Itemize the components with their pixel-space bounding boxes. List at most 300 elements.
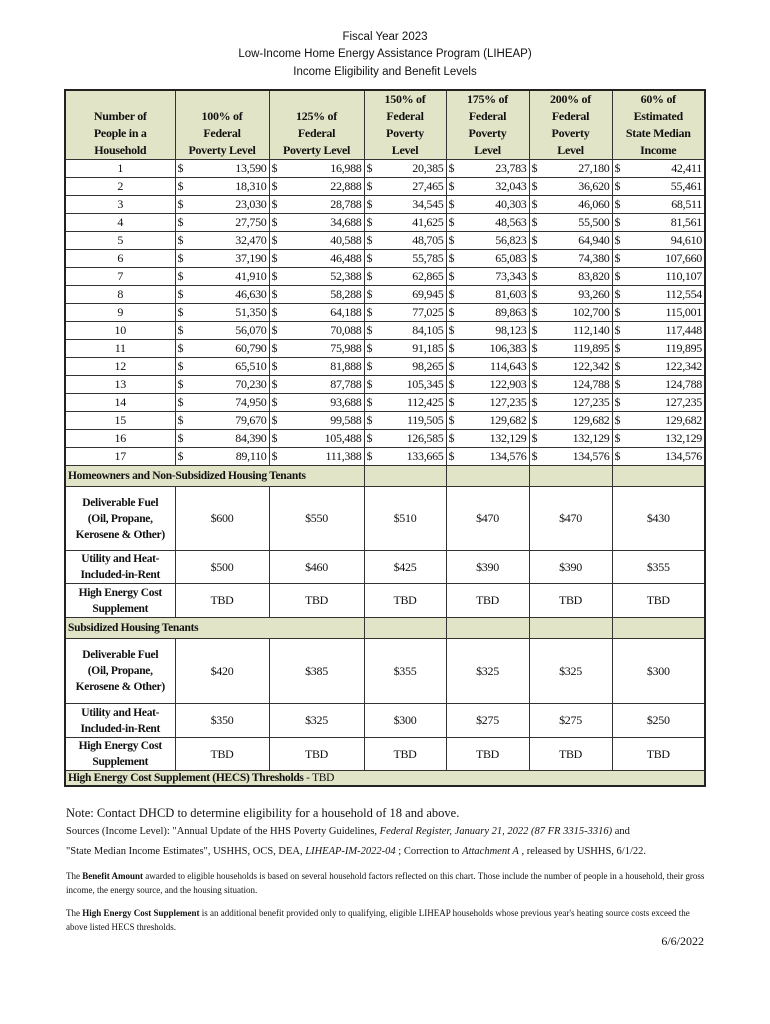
income-cell: [175, 286, 269, 304]
currency-symbol: $: [614, 233, 621, 247]
benefit-type: [65, 738, 175, 771]
income-value: 58,288: [330, 287, 362, 301]
label-line: Included-in-Rent: [80, 722, 161, 735]
income-cell: [364, 250, 446, 268]
income-value: 62,865: [412, 269, 444, 283]
income-value: 60,790: [235, 341, 267, 355]
label-line: Federal: [203, 126, 241, 140]
income-value: 99,588: [330, 413, 362, 427]
currency-symbol: $: [531, 179, 538, 193]
income-value: 110,107: [665, 269, 702, 283]
label-line: Included-in-Rent: [80, 569, 161, 581]
income-cell: [175, 214, 269, 232]
benefit-amount: $430: [612, 487, 705, 551]
household-size: 13: [65, 376, 175, 394]
table-row: [65, 412, 705, 430]
label-line: Supplement: [92, 756, 149, 768]
table-row: [65, 160, 705, 178]
currency-symbol: $: [531, 161, 538, 175]
label-line: 100% of: [201, 109, 243, 123]
income-value: 122,342: [665, 359, 702, 373]
income-value: 87,788: [330, 377, 362, 391]
income-cell: [364, 430, 446, 448]
income-cell: [175, 430, 269, 448]
currency-symbol: $: [531, 215, 538, 229]
income-cell: [175, 412, 269, 430]
title-subtitle: Income Eligibility and Benefit Levels: [293, 66, 477, 78]
household-size: 6: [65, 250, 175, 268]
table-row: [65, 232, 705, 250]
income-value: 64,188: [330, 305, 362, 319]
income-cell: [612, 214, 705, 232]
currency-symbol: $: [177, 161, 184, 175]
currency-symbol: $: [366, 179, 373, 193]
income-cell: [446, 232, 529, 250]
income-cell: [269, 322, 364, 340]
income-value: 132,129: [489, 431, 527, 445]
sources-line-1: Sources (Income Level): "Annual Update of the HHS Poverty Guidelines, Federal Register, January 21, 2022 (87 FR 3315-3316) and: [66, 826, 630, 837]
income-cell: [269, 178, 364, 196]
income-value: 56,070: [235, 323, 267, 337]
note-contact: Note: Contact DHCD to determine eligibility for a household of 18 and above.: [66, 806, 460, 820]
currency-symbol: $: [448, 305, 455, 319]
income-value: 34,688: [330, 215, 362, 229]
household-size: 8: [65, 286, 175, 304]
income-cell: [175, 196, 269, 214]
income-value: 127,235: [572, 395, 610, 409]
income-value: 107,660: [665, 251, 702, 265]
label-line: Household: [94, 143, 147, 157]
label-line: Utility and Heat-: [81, 706, 160, 719]
household-size: 16: [65, 430, 175, 448]
income-value: 93,688: [330, 395, 362, 409]
label-line: Estimated: [633, 109, 683, 123]
currency-symbol: $: [177, 395, 184, 409]
income-value: 129,682: [665, 413, 702, 427]
currency-symbol: $: [614, 179, 621, 193]
income-value: 41,910: [235, 269, 267, 283]
income-value: 23,030: [235, 197, 267, 211]
income-value: 83,820: [578, 269, 610, 283]
income-value: 112,554: [665, 287, 702, 301]
income-cell: [529, 412, 612, 430]
currency-symbol: $: [448, 413, 455, 427]
benefit-amount: $470: [529, 487, 612, 551]
label-line: Supplement: [92, 602, 149, 615]
household-size: 5: [65, 232, 175, 250]
income-cell: [529, 322, 612, 340]
income-cell: [612, 376, 705, 394]
currency-symbol: $: [271, 287, 278, 301]
header-col-0: [175, 90, 269, 160]
currency-symbol: $: [448, 197, 455, 211]
table-row: [65, 286, 705, 304]
currency-symbol: $: [531, 197, 538, 211]
income-cell: [529, 448, 612, 466]
income-value: 84,105: [412, 323, 444, 337]
income-value: 56,823: [495, 233, 527, 247]
income-cell: [175, 340, 269, 358]
income-cell: [364, 322, 446, 340]
benefit-row: [65, 584, 705, 618]
currency-symbol: $: [531, 233, 538, 247]
currency-symbol: $: [448, 251, 455, 265]
income-cell: [612, 412, 705, 430]
currency-symbol: $: [177, 179, 184, 193]
income-value: 122,903: [489, 377, 527, 391]
income-value: 94,610: [670, 233, 702, 247]
header-row: [65, 90, 705, 160]
currency-symbol: $: [531, 323, 538, 337]
benefit-amount: $355: [612, 551, 705, 584]
benefit-type: [65, 551, 175, 584]
section-blank: [612, 618, 705, 639]
label-line: People in a: [93, 126, 147, 140]
section-title: Subsidized Housing Tenants: [65, 618, 364, 639]
benefit-amount: $385: [269, 639, 364, 704]
currency-symbol: $: [614, 395, 621, 409]
benefit-amount: $425: [364, 551, 446, 584]
income-cell: [364, 304, 446, 322]
benefit-row: [65, 738, 705, 771]
income-value: 42,411: [671, 161, 702, 175]
income-cell: [269, 214, 364, 232]
income-cell: [446, 448, 529, 466]
currency-symbol: $: [366, 305, 373, 319]
currency-symbol: $: [448, 359, 455, 373]
income-cell: [269, 250, 364, 268]
income-cell: [446, 250, 529, 268]
income-value: 106,383: [489, 341, 527, 355]
benefit-amount: TBD: [364, 584, 446, 618]
income-cell: [175, 232, 269, 250]
header-household: [65, 90, 175, 160]
income-cell: [446, 322, 529, 340]
label-line: Level: [391, 143, 419, 157]
benefit-amount: $510: [364, 487, 446, 551]
benefit-amount: TBD: [446, 584, 529, 618]
currency-symbol: $: [366, 233, 373, 247]
label-line: State Median: [625, 126, 691, 140]
household-size: 15: [65, 412, 175, 430]
income-value: 73,343: [495, 269, 527, 283]
income-cell: [446, 376, 529, 394]
currency-symbol: $: [271, 359, 278, 373]
income-value: 89,110: [235, 449, 267, 463]
income-cell: [175, 358, 269, 376]
income-value: 112,425: [407, 395, 444, 409]
household-size: 11: [65, 340, 175, 358]
benefit-amount: $355: [364, 639, 446, 704]
benefit-amount: $460: [269, 551, 364, 584]
label-line: Federal: [386, 109, 424, 123]
income-value: 69,945: [412, 287, 444, 301]
label-line: 60% of: [640, 92, 676, 106]
income-cell: [612, 160, 705, 178]
currency-symbol: $: [271, 413, 278, 427]
currency-symbol: $: [448, 395, 455, 409]
benefit-row: [65, 639, 705, 704]
currency-symbol: $: [271, 377, 278, 391]
section-blank: [364, 618, 446, 639]
currency-symbol: $: [531, 377, 538, 391]
income-cell: [364, 376, 446, 394]
currency-symbol: $: [448, 233, 455, 247]
benefit-amount: $390: [529, 551, 612, 584]
label-line: Federal: [468, 109, 507, 123]
section-header: [65, 618, 705, 639]
currency-symbol: $: [366, 161, 373, 175]
benefit-amount: TBD: [269, 584, 364, 618]
thresholds-row: [65, 771, 705, 787]
income-value: 52,388: [330, 269, 362, 283]
income-value: 22,888: [330, 179, 362, 193]
income-cell: [529, 196, 612, 214]
label-line: Poverty: [386, 126, 424, 140]
income-value: 119,505: [407, 413, 444, 427]
currency-symbol: $: [614, 161, 621, 175]
income-cell: [529, 430, 612, 448]
currency-symbol: $: [271, 233, 278, 247]
income-value: 55,500: [578, 215, 610, 229]
income-value: 98,265: [412, 359, 444, 373]
sources-line-2: "State Median Income Estimates", USHHS, OCS, DEA, LIHEAP-IM-2022-04 ; Correction to Attachment A , released by USHHS, 6/1/22.: [66, 846, 646, 857]
income-value: 124,788: [572, 377, 610, 391]
benefit-amount: TBD: [269, 738, 364, 771]
income-cell: [529, 340, 612, 358]
label-line: 200% of: [550, 92, 591, 106]
benefit-amount: TBD: [529, 738, 612, 771]
table-row: [65, 214, 705, 232]
household-size: 14: [65, 394, 175, 412]
currency-symbol: $: [531, 251, 538, 265]
income-cell: [175, 448, 269, 466]
income-value: 119,895: [665, 341, 702, 355]
table-row: [65, 358, 705, 376]
income-cell: [175, 178, 269, 196]
benefit-amount: TBD: [364, 738, 446, 771]
label-line: Federal: [551, 109, 590, 123]
income-value: 129,682: [572, 413, 610, 427]
income-value: 105,488: [324, 431, 362, 445]
currency-symbol: $: [366, 251, 373, 265]
label-line: Level: [557, 143, 584, 157]
benefit-amount: TBD: [612, 584, 705, 618]
income-value: 40,303: [495, 197, 527, 211]
benefit-amount: $275: [529, 704, 612, 738]
label-line: Level: [474, 143, 501, 157]
income-value: 119,895: [573, 341, 610, 355]
label-line: Deliverable Fuel: [82, 649, 159, 661]
title-fiscal-year: Fiscal Year 2023: [342, 31, 428, 43]
income-value: 132,129: [665, 431, 702, 445]
label-line: (Oil, Propane,: [87, 512, 153, 525]
income-cell: [364, 232, 446, 250]
currency-symbol: $: [448, 431, 455, 445]
section-blank: [529, 466, 612, 487]
income-value: 55,461: [670, 179, 702, 193]
income-cell: [612, 448, 705, 466]
currency-symbol: $: [448, 179, 455, 193]
currency-symbol: $: [177, 233, 184, 247]
table-row: [65, 250, 705, 268]
income-cell: [529, 286, 612, 304]
currency-symbol: $: [271, 197, 278, 211]
benefit-row: [65, 487, 705, 551]
income-cell: [175, 304, 269, 322]
currency-symbol: $: [531, 341, 538, 355]
income-cell: [612, 304, 705, 322]
currency-symbol: $: [531, 359, 538, 373]
income-value: 133,665: [406, 449, 444, 463]
currency-symbol: $: [448, 377, 455, 391]
currency-symbol: $: [614, 287, 621, 301]
table-row: [65, 394, 705, 412]
income-cell: [446, 340, 529, 358]
income-cell: [612, 340, 705, 358]
thresholds-label: [65, 771, 705, 787]
title-program: Low-Income Home Energy Assistance Program (LIHEAP): [238, 48, 532, 60]
income-cell: [446, 304, 529, 322]
income-value: 27,750: [235, 215, 267, 229]
income-cell: [269, 412, 364, 430]
income-cell: [612, 232, 705, 250]
currency-symbol: $: [614, 377, 621, 391]
income-cell: [612, 196, 705, 214]
household-size: 10: [65, 322, 175, 340]
currency-symbol: $: [614, 323, 621, 337]
income-value: 81,561: [670, 215, 702, 229]
income-value: 51,350: [235, 305, 267, 319]
income-cell: [364, 286, 446, 304]
income-value: 32,043: [495, 179, 527, 193]
label-line: 175% of: [467, 92, 508, 106]
income-cell: [269, 430, 364, 448]
benefit-amount: $250: [612, 704, 705, 738]
income-value: 84,390: [235, 431, 267, 445]
currency-symbol: $: [177, 215, 184, 229]
income-cell: [364, 268, 446, 286]
income-cell: [269, 304, 364, 322]
currency-symbol: $: [448, 269, 455, 283]
header-col-5: [612, 90, 705, 160]
table-row: [65, 268, 705, 286]
income-cell: [175, 322, 269, 340]
income-value: 28,788: [330, 197, 362, 211]
label-line: Poverty Level: [188, 143, 256, 157]
currency-symbol: $: [271, 269, 278, 283]
section-blank: [612, 466, 705, 487]
income-cell: [612, 268, 705, 286]
section-blank: [364, 466, 446, 487]
income-value: 127,235: [665, 395, 702, 409]
currency-symbol: $: [271, 395, 278, 409]
label-line: Number of: [93, 109, 147, 123]
income-value: 46,488: [330, 251, 362, 265]
income-cell: [175, 160, 269, 178]
income-cell: [269, 340, 364, 358]
income-value: 75,988: [330, 341, 362, 355]
income-cell: [446, 214, 529, 232]
income-value: 129,682: [489, 413, 527, 427]
income-cell: [446, 394, 529, 412]
currency-symbol: $: [614, 431, 621, 445]
label-line: High Energy Cost: [78, 586, 162, 599]
income-cell: [529, 160, 612, 178]
currency-symbol: $: [177, 287, 184, 301]
currency-symbol: $: [271, 323, 278, 337]
income-cell: [612, 286, 705, 304]
benefit-amount: $325: [529, 639, 612, 704]
currency-symbol: $: [448, 215, 455, 229]
income-cell: [529, 214, 612, 232]
table-row: [65, 322, 705, 340]
currency-symbol: $: [614, 413, 621, 427]
benefit-amount: $300: [364, 704, 446, 738]
income-cell: [269, 268, 364, 286]
income-cell: [446, 160, 529, 178]
income-value: 16,988: [330, 161, 362, 175]
benefit-type: [65, 487, 175, 551]
currency-symbol: $: [614, 341, 621, 355]
currency-symbol: $: [366, 449, 373, 463]
benefit-type: [65, 639, 175, 704]
header-col-2: [364, 90, 446, 160]
currency-symbol: $: [177, 269, 184, 283]
income-value: 117,448: [665, 323, 702, 337]
income-value: 27,465: [412, 179, 444, 193]
currency-symbol: $: [271, 341, 278, 355]
benefit-amount: TBD: [175, 584, 269, 618]
header-col-3: [446, 90, 529, 160]
currency-symbol: $: [366, 395, 373, 409]
household-size: 1: [65, 160, 175, 178]
label-line: Kerosene & Other): [75, 528, 165, 541]
benefit-amount: $390: [446, 551, 529, 584]
benefit-row: [65, 704, 705, 738]
income-cell: [529, 178, 612, 196]
currency-symbol: $: [271, 161, 278, 175]
label-line: (Oil, Propane,: [87, 665, 153, 677]
income-value: 77,025: [412, 305, 444, 319]
currency-symbol: $: [531, 431, 538, 445]
currency-symbol: $: [177, 341, 184, 355]
thresholds-value: - TBD: [303, 771, 335, 784]
section-title: Homeowners and Non-Subsidized Housing Tenants: [65, 466, 364, 487]
income-value: 32,470: [235, 233, 267, 247]
income-value: 70,088: [330, 323, 362, 337]
currency-symbol: $: [271, 449, 278, 463]
income-cell: [175, 394, 269, 412]
income-value: 134,576: [489, 449, 527, 463]
income-cell: [364, 448, 446, 466]
income-value: 23,783: [495, 161, 527, 175]
label-line: 150% of: [384, 92, 426, 106]
currency-symbol: $: [366, 341, 373, 355]
income-cell: [364, 178, 446, 196]
currency-symbol: $: [366, 215, 373, 229]
header-col-1: [269, 90, 364, 160]
label-line: Poverty: [468, 126, 507, 140]
benefit-amount: $325: [269, 704, 364, 738]
income-value: 48,705: [412, 233, 444, 247]
label-line: Kerosene & Other): [75, 681, 165, 693]
currency-symbol: $: [271, 215, 278, 229]
currency-symbol: $: [177, 305, 184, 319]
household-size: 9: [65, 304, 175, 322]
label-line: Federal: [297, 126, 336, 140]
benefit-amount: $420: [175, 639, 269, 704]
